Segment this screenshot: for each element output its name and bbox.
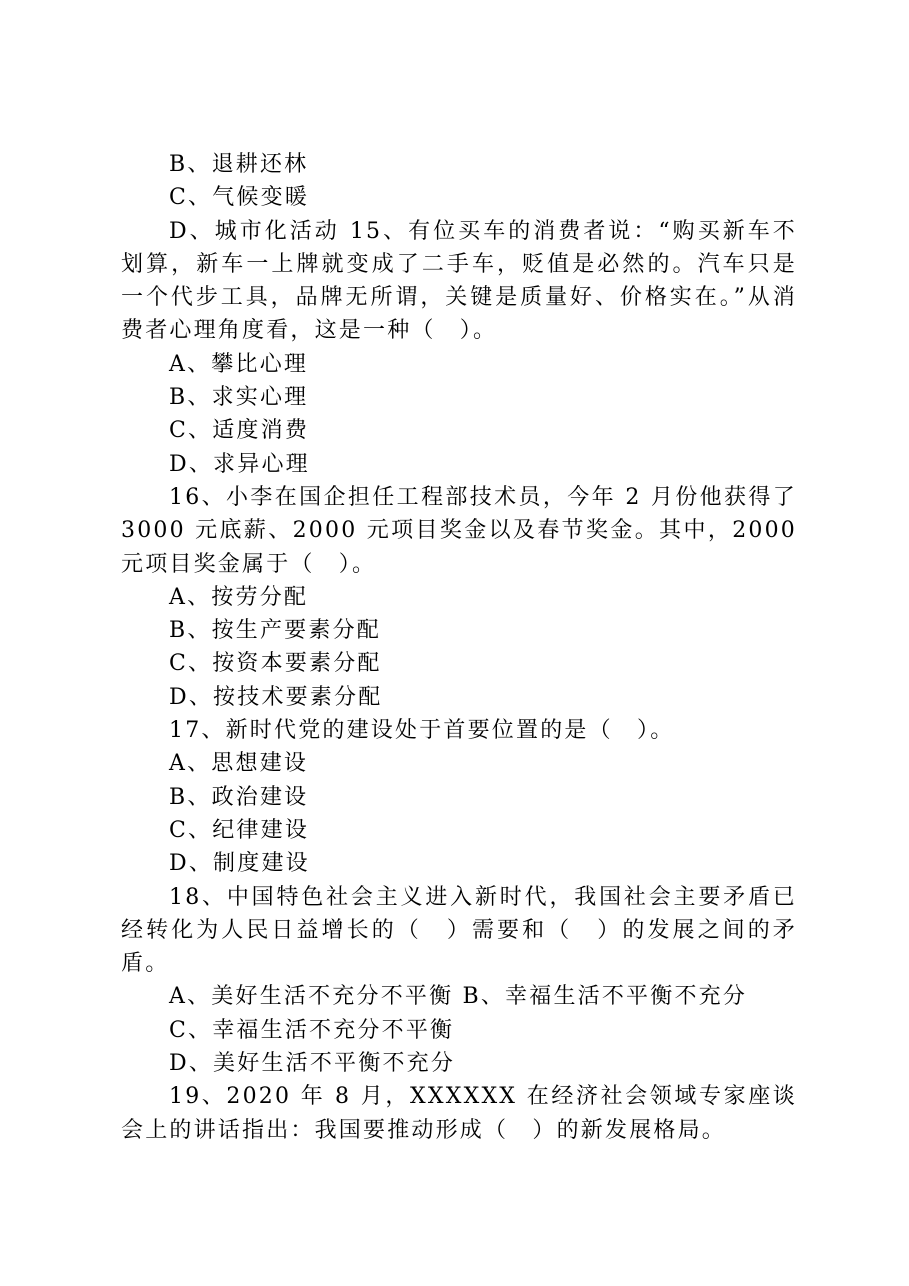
option-a-q17: A、思想建设: [169, 751, 309, 777]
option-d-q18: D、美好生活不平衡不充分: [169, 1051, 456, 1077]
option-a-q16: A、按劳分配: [169, 584, 309, 610]
document-body: [121, 148, 797, 1147]
option-b-q15: B、求实心理: [169, 385, 309, 411]
option-d-q15: D、求异心理: [169, 451, 310, 477]
option-a-b-q18: A、美好生活不充分不平衡 B、幸福生活不平衡不充分: [169, 984, 748, 1010]
option-c-q14: C、气候变暖: [169, 185, 310, 211]
option-c-q15: C、适度消费: [169, 418, 310, 444]
option-b-q16: B、按生产要素分配: [169, 618, 381, 644]
option-d-q14-and-question-15: D、城市化活动 15、有位买车的消费者说：“购买新车不划算，新车一上牌就变成了二手车，贬值是必然的。汽车只是一个代步工具，品牌无所谓，关键是质量好、价格实在。”从消费者心理角度看，这是一种（ ）。: [121, 218, 797, 344]
option-c-q17: C、纪律建设: [169, 817, 310, 843]
option-a-q15: A、攀比心理: [169, 351, 309, 377]
option-b-q14: B、退耕还林: [169, 152, 309, 177]
option-c-q16: C、按资本要素分配: [169, 651, 382, 677]
question-18: 18、中国特色社会主义进入新时代，我国社会主要矛盾已经转化为人民日益增长的（ ）需要和（ ）的发展之间的矛盾。: [121, 884, 797, 977]
question-19: 19、2020 年 8 月，XXXXXX 在经济社会领域专家座谈会上的讲话指出：我国要推动形成（ ）的新发展格局。: [121, 1084, 797, 1143]
option-d-q16: D、按技术要素分配: [169, 684, 383, 710]
option-c-q18: C、幸福生活不充分不平衡: [169, 1017, 455, 1043]
option-b-q17: B、政治建设: [169, 784, 309, 810]
option-d-q17: D、制度建设: [169, 851, 310, 877]
question-16: 16、小李在国企担任工程部技术员，今年 2 月份他获得了 3000 元底薪、2000 元项目奖金以及春节奖金。其中，2000 元项目奖金属于（ ）。: [121, 484, 797, 577]
question-17: 17、新时代党的建设处于首要位置的是（ ）。: [169, 718, 675, 744]
